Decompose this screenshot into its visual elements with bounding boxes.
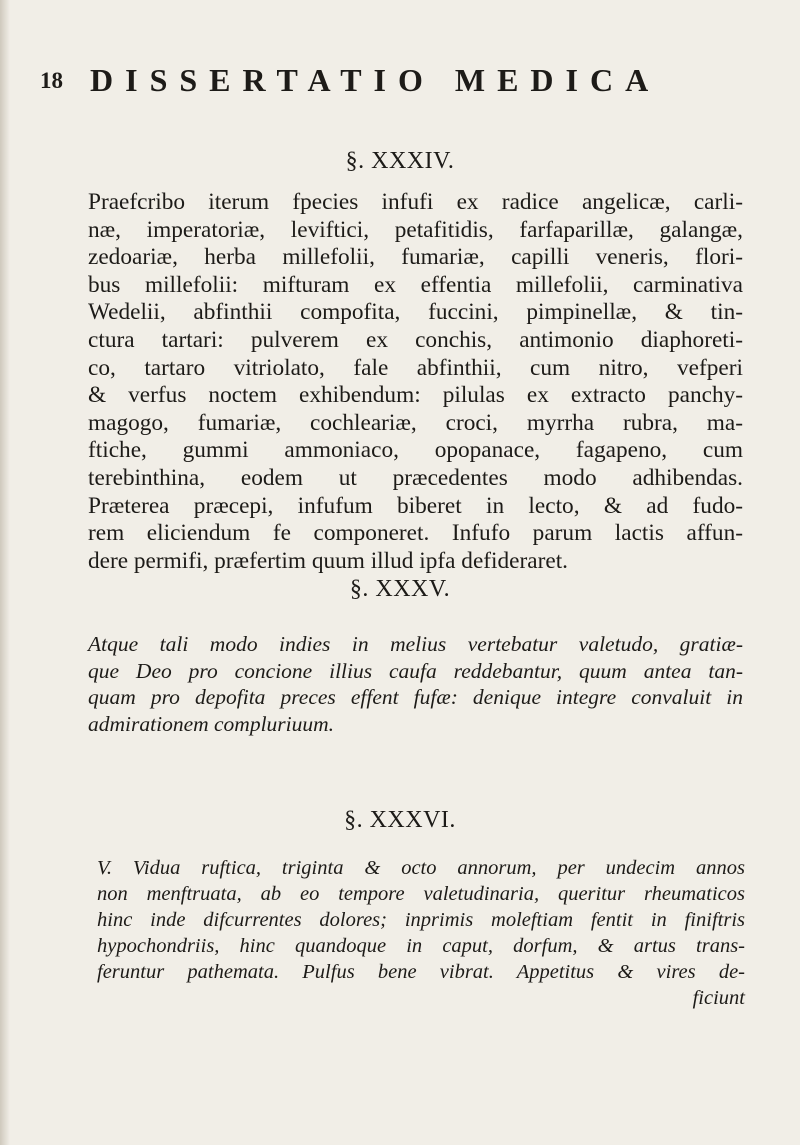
text-line: que Deo pro concione illius caufa reddebantur, quum antea tan- — [88, 658, 743, 683]
text-line: magogo, fumariæ, cochleariæ, croci, myrrha rubra, ma- — [88, 409, 743, 436]
text-line: terebinthina, eodem ut præcedentes modo adhibendas. — [88, 464, 743, 491]
text-line: Praefcribo iterum fpecies infufi ex radice angelicæ, carli- — [88, 189, 743, 215]
text-line: dere permifi, præfertim quum illud ipfa defideraret. — [88, 547, 568, 574]
text-line: hypochondriis, hinc quandoque in caput, dorfum, & artus trans- — [97, 935, 745, 957]
running-title: DISSERTATIO MEDICA — [90, 62, 661, 98]
section-body-xxxvi — [97, 855, 745, 1011]
text-line: Præterea præcepi, infufum biberet in lecto, & ad fudo- — [88, 492, 743, 519]
section-heading-xxxvi: §. XXXVI. — [344, 807, 456, 833]
text-line: feruntur pathemata. Pulfus bene vibrat. Appetitus & vires de- — [97, 961, 745, 983]
text-line: admirationem compluriuum. — [88, 711, 335, 736]
text-line: rem eliciendum fe componeret. Infufo parum lactis affun- — [88, 520, 743, 547]
text-line: V. Vidua ruftica, triginta & octo annorum, per undecim annos — [97, 857, 745, 879]
text-line: Wedelii, abfinthii compofita, fuccini, pimpinellæ, & tin- — [88, 299, 743, 326]
text-line: ctura tartari: pulverem ex conchis, antimonio diaphoreti- — [88, 326, 743, 353]
text-line: quam pro depofita preces effent fufæ: denique integre convaluit in — [88, 685, 743, 709]
text-line: Atque tali modo indies in melius vertebatur valetudo, gratiæ- — [88, 632, 743, 656]
text-line: bus millefolii: mifturam ex effentia millefolii, carminativa — [88, 271, 743, 298]
text-line: & verfus noctem exhibendum: pilulas ex extracto panchy- — [88, 382, 743, 409]
catchword: ficiunt — [692, 987, 745, 1009]
text-line: non menftruata, ab eo tempore valetudinaria, queritur rheumaticos — [97, 883, 745, 905]
page-header — [40, 62, 760, 102]
section-heading-xxxiv: §. XXXIV. — [345, 148, 455, 174]
text-line: næ, imperatoriæ, leviftici, petafitidis, farfaparillæ, galangæ, — [88, 216, 743, 243]
section-body-xxxv — [88, 631, 743, 737]
section-heading-xxxv: §. XXXV. — [349, 576, 451, 602]
section-body-xxxiv — [88, 189, 743, 575]
text-line: ftiche, gummi ammoniaco, opopanace, fagapeno, cum — [88, 437, 743, 464]
text-line: co, tartaro vitriolato, fale abfinthii, cum nitro, vefperi — [88, 354, 743, 381]
text-line: hinc inde difcurrentes dolores; inprimis moleftiam fentit in finiftris — [97, 909, 745, 931]
text-line: zedoariæ, herba millefolii, fumariæ, capilli veneris, flori- — [88, 244, 743, 271]
page-number: 18 — [40, 68, 63, 93]
